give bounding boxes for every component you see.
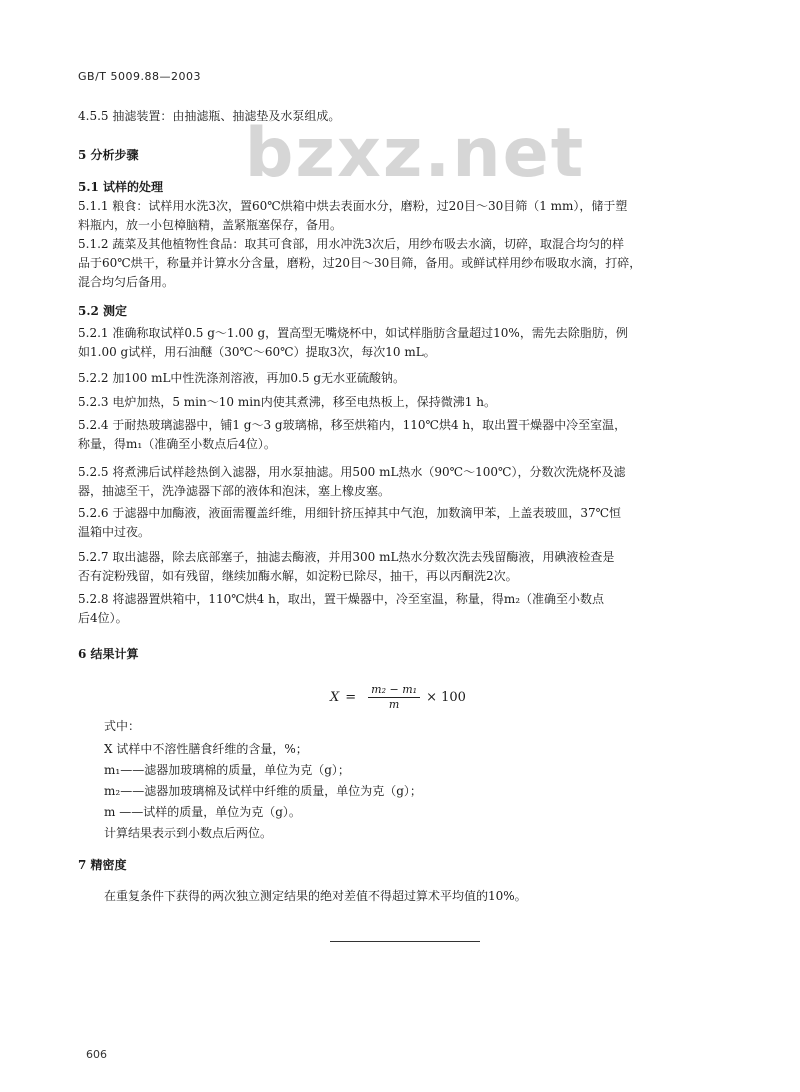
section-7-title: 7 精密度 xyxy=(78,858,127,872)
clause-5-2-2: 5.2.2 加100 mL中性洗涤剂溶液，再加0.5 g无水亚硫酸钠。 xyxy=(78,371,405,385)
clause-5-1-2-line2: 品于60℃烘干，称量并计算水分含量，磨粉，过20目～30目筛，备用。或鲜试样用纱布吸取水滴，打碎， xyxy=(78,256,642,270)
clause-5-1-1-line2: 料瓶内，放一小包樟脑精，盖紧瓶塞保存，备用。 xyxy=(78,218,343,232)
clause-5-2-6-line2: 温箱中过夜。 xyxy=(78,525,151,539)
clause-5-2-1-line2: 如1.00 g试样，用石油醚（30℃～60℃）提取3次，每次10 mL。 xyxy=(78,345,436,359)
clause-5-2-7-line2: 否有淀粉残留，如有残留，继续加酶水解，如淀粉已除尽，抽干，再以丙酮洗2次。 xyxy=(78,569,518,583)
formula-fraction xyxy=(368,683,420,712)
variable-m1: m₁——滤器加玻璃棉的质量，单位为克（g）； xyxy=(104,763,350,777)
formula-where: 式中： xyxy=(104,719,141,733)
variable-x: X 试样中不溶性膳食纤维的含量，%； xyxy=(104,742,308,756)
clause-5-2-5-line1: 5.2.5 将煮沸后试样趁热倒入滤器，用水泵抽滤。用500 mL热水（90℃～100℃），分数次洗烧杯及滤 xyxy=(78,465,626,479)
variable-m2: m₂——滤器加玻璃棉及试样中纤维的质量，单位为克（g）； xyxy=(104,784,422,798)
clause-5-2-3: 5.2.3 电炉加热，5 min～10 min内使其煮沸，移至电热板上，保持微沸1 h。 xyxy=(78,395,496,409)
section-5-title: 5 分析步骤 xyxy=(78,148,139,162)
clause-5-2-8-line1: 5.2.8 将滤器置烘箱中，110℃烘4 h，取出，置干燥器中，冷至室温，称量，得m₂（准确至小数点 xyxy=(78,592,605,606)
standard-code: GB/T 5009.88—2003 xyxy=(78,70,201,83)
clause-5-1-2-line3: 混合均匀后备用。 xyxy=(78,275,175,289)
clause-4-5-5: 4.5.5 抽滤装置：由抽滤瓶、抽滤垫及水泵组成。 xyxy=(78,109,341,123)
clause-5-2-7-line1: 5.2.7 取出滤器，除去底部塞子，抽滤去酶液，并用300 mL热水分数次洗去残留酶液，用碘液检查是 xyxy=(78,550,615,564)
end-rule xyxy=(330,941,480,942)
clause-5-1-2-line1: 5.1.2 蔬菜及其他植物性食品：取其可食部，用水冲洗3次后，用纱布吸去水滴，切碎，取混合均匀的样 xyxy=(78,237,624,251)
clause-5-2-8-line2: 后4位）。 xyxy=(78,611,128,625)
clause-5-2-1-line1: 5.2.1 准确称取试样0.5 g～1.00 g，置高型无嘴烧杯中，如试样脂肪含量超过10%，需先去除脂肪，例 xyxy=(78,326,628,340)
formula-multiplier: × 100 xyxy=(426,689,466,705)
clause-5-2-4-line2: 称量，得m₁（准确至小数点后4位）。 xyxy=(78,437,276,451)
formula-denominator: m xyxy=(388,697,400,711)
clause-5-2-4-line1: 5.2.4 于耐热玻璃滤器中，铺1 g～3 g玻璃棉，移至烘箱内，110℃烘4 h，取出置干燥器中冷至室温， xyxy=(78,418,627,432)
page-number: 606 xyxy=(86,1048,107,1061)
result-formula xyxy=(330,677,466,717)
variable-m: m ——试样的质量，单位为克（g）。 xyxy=(104,805,301,819)
clause-5-2-5-line2: 器，抽滤至干，洗净滤器下部的液体和泡沫，塞上橡皮塞。 xyxy=(78,484,391,498)
section-5-1-title: 5.1 试样的处理 xyxy=(78,180,164,194)
formula-equals: = xyxy=(345,689,357,705)
formula-numerator: m₂ − m₁ xyxy=(368,683,420,698)
watermark: bzxz.net xyxy=(244,114,586,193)
section-5-2-title: 5.2 测定 xyxy=(78,304,128,318)
formula-lhs: X xyxy=(330,689,340,705)
clause-5-1-1-line1: 5.1.1 粮食：试样用水洗3次，置60℃烘箱中烘去表面水分，磨粉，过20目～30目筛（1 mm），储于塑 xyxy=(78,199,628,213)
rounding-note: 计算结果表示到小数点后两位。 xyxy=(104,826,273,840)
section-6-title: 6 结果计算 xyxy=(78,647,139,661)
clause-5-2-6-line1: 5.2.6 于滤器中加酶液，液面需覆盖纤维，用细针挤压掉其中气泡，加数滴甲苯，上盖表玻皿，37℃恒 xyxy=(78,506,622,520)
precision-statement: 在重复条件下获得的两次独立测定结果的绝对差值不得超过算术平均值的10%。 xyxy=(104,889,527,903)
